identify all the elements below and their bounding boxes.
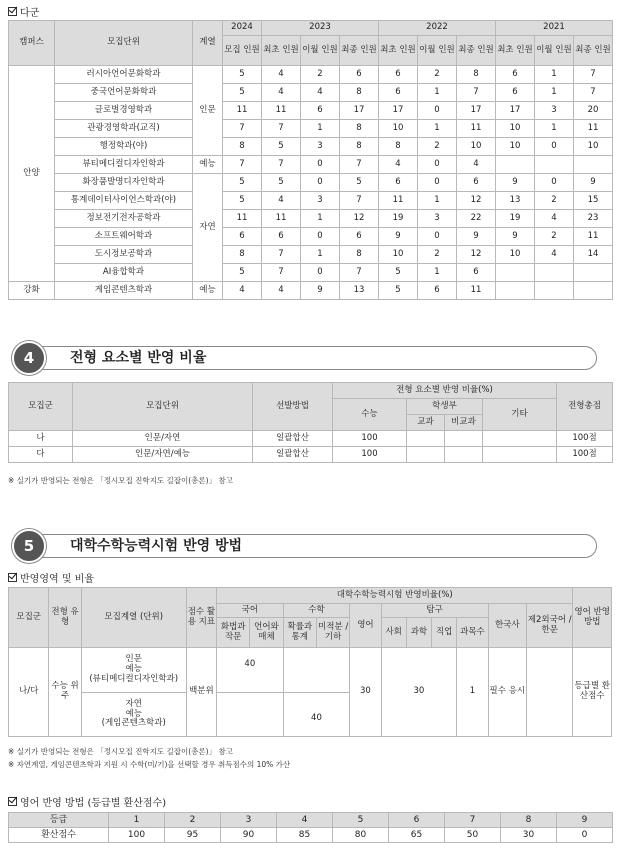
cell-value: 6	[340, 228, 379, 246]
table-row	[9, 648, 612, 693]
cell-value: 8	[223, 138, 262, 156]
h-korean: 국어	[217, 604, 284, 618]
cell-value: 7	[340, 156, 379, 174]
cell-value: 2	[418, 246, 457, 264]
cell-value	[574, 156, 613, 174]
score-cell: 65	[389, 828, 445, 843]
h-recruit: 모집 인원	[223, 36, 262, 66]
cell-value	[574, 282, 613, 300]
cell-unit: 글로벌경영학과	[55, 102, 193, 120]
h-carry: 이월 인원	[535, 36, 574, 66]
cell-value	[535, 264, 574, 282]
section-4-header	[8, 340, 608, 372]
section-number-badge: 4	[12, 341, 46, 375]
cell-value: 6	[262, 228, 301, 246]
cell-value: 12	[457, 192, 496, 210]
cell-unit: 도시정보공학과	[55, 246, 193, 264]
cell-value: 5	[262, 174, 301, 192]
cell-value: 0	[535, 138, 574, 156]
cell-value: 6	[301, 102, 340, 120]
cell-value: 0	[301, 228, 340, 246]
cell-eng-method: 등급별 환산점수	[573, 648, 612, 737]
cell-value: 14	[574, 246, 613, 264]
h-group: 모집군	[9, 383, 73, 431]
cell-value: 3	[535, 102, 574, 120]
cell-value: 1	[535, 66, 574, 84]
cell-value	[496, 156, 535, 174]
cell-value: 7	[574, 84, 613, 102]
cell-type: 수능 위주	[49, 648, 81, 737]
cell-value: 1	[301, 120, 340, 138]
h-first: 최초 인원	[496, 36, 535, 66]
cell-field-b: 자연 예능 (게임콘텐츠학과)	[81, 693, 186, 737]
cell-value: 12	[457, 246, 496, 264]
section-check-dagun	[8, 4, 39, 19]
h-suneung: 수능	[333, 399, 407, 431]
h-i1: 사회	[381, 618, 406, 648]
cell-method: 일괄합산	[253, 447, 333, 463]
cell-value	[535, 156, 574, 174]
grade-cell: 6	[389, 813, 445, 828]
cell-value: 3	[301, 192, 340, 210]
cell-value	[496, 282, 535, 300]
table-row	[9, 282, 613, 300]
checkbox-icon	[8, 797, 17, 806]
h-k1: 화법과 작문	[217, 618, 250, 648]
cell-unit: 소프트웨어학과	[55, 228, 193, 246]
cell-empty	[483, 431, 557, 447]
cell-unit: 중국언어문화학과	[55, 84, 193, 102]
cell-value: 6	[379, 174, 418, 192]
cell-value: 1	[418, 264, 457, 282]
h-2021: 2021	[496, 21, 613, 36]
cell-value: 13	[340, 282, 379, 300]
cell-method: 일괄합산	[253, 431, 333, 447]
cell-value: 17	[340, 102, 379, 120]
cell-unit: 뷰티메디컬디자인학과	[55, 156, 193, 174]
cell-value: 11	[574, 120, 613, 138]
grade-cell: 1	[109, 813, 165, 828]
cell-value: 6	[379, 84, 418, 102]
section-5-header	[8, 528, 608, 560]
cell-total: 100점	[557, 447, 613, 463]
cell-value: 6	[457, 174, 496, 192]
cell-suneung: 100	[333, 431, 407, 447]
english-table	[8, 812, 613, 843]
grade-cell: 8	[501, 813, 557, 828]
cell-value: 7	[340, 264, 379, 282]
ratio-note: ※ 실기가 반영되는 전형은 「정시모집 진학지도 길잡이(총론)」 참고	[8, 476, 233, 485]
cell-group: 나/다	[9, 648, 49, 737]
cell-value: 9	[379, 228, 418, 246]
h-k2: 언어와 매체	[250, 618, 283, 648]
checkbox-icon	[8, 573, 17, 582]
suneung-note-1: ※ 실기가 반영되는 전형은 「정시모집 진학지도 길잡이(총론)」 참고	[8, 747, 233, 756]
cell-value: 8	[340, 120, 379, 138]
cell-value: 4	[457, 156, 496, 174]
cell-value: 4	[262, 192, 301, 210]
cell-value: 15	[574, 192, 613, 210]
cell-value: 6	[496, 84, 535, 102]
h-english: 영어	[350, 604, 381, 648]
cell-value: 8	[340, 246, 379, 264]
score-cell: 50	[445, 828, 501, 843]
cell-value: 4	[379, 156, 418, 174]
cell-value: 9	[457, 228, 496, 246]
table-row	[9, 174, 613, 192]
h-i3: 직업	[432, 618, 457, 648]
cell-value: 10	[496, 138, 535, 156]
cell-value: 8	[340, 138, 379, 156]
cell-value: 4	[301, 84, 340, 102]
cell-field-a: 인문 예능 (뷰티메디컬디자인학과)	[81, 648, 186, 693]
grades-row	[9, 813, 613, 828]
cell-value: 5	[379, 264, 418, 282]
cell-value: 0	[535, 174, 574, 192]
cell-value: 2	[418, 138, 457, 156]
table-row	[9, 246, 613, 264]
cell-value: 11	[262, 102, 301, 120]
cell-value	[535, 282, 574, 300]
h-method: 선발방법	[253, 383, 333, 431]
cell-field: 예능	[193, 282, 223, 300]
h-unit: 모집단위	[55, 21, 193, 66]
score-cell: 85	[277, 828, 333, 843]
checkbox-icon	[8, 7, 17, 16]
cell-value: 0	[418, 156, 457, 174]
h-noncurricular: 비교과	[445, 415, 483, 431]
cell-value: 7	[223, 156, 262, 174]
check-label: 반영영역 및 비율	[20, 574, 94, 585]
cell-suneung: 100	[333, 447, 407, 463]
cell-value: 7	[262, 246, 301, 264]
h-final: 최종 인원	[574, 36, 613, 66]
score-cell: 0	[557, 828, 613, 843]
cell-value: 4	[262, 66, 301, 84]
cell-value: 1	[418, 192, 457, 210]
cell-value: 6	[340, 66, 379, 84]
cell-unit: 정보전기전자공학과	[55, 210, 193, 228]
cell-value: 17	[496, 102, 535, 120]
score-cell: 100	[109, 828, 165, 843]
cell-value: 5	[379, 282, 418, 300]
cell-value: 3	[301, 138, 340, 156]
cell-value: 3	[418, 210, 457, 228]
cell-empty	[217, 693, 284, 737]
cell-value: 11	[457, 282, 496, 300]
score-cell: 95	[165, 828, 221, 843]
suneung-note-2: ※ 자연계열, 게임콘텐츠학과 지원 시 수학(미/기)을 선택할 경우 취득점수의 10% 가산	[8, 760, 291, 769]
table-row	[9, 84, 613, 102]
cell-group: 다	[9, 447, 73, 463]
cell-value: 4	[262, 282, 301, 300]
h-carry: 이월 인원	[418, 36, 457, 66]
cell-value: 1	[301, 210, 340, 228]
cell-value: 23	[574, 210, 613, 228]
cell-value: 2	[418, 66, 457, 84]
cell-unit: 인문/자연	[73, 431, 253, 447]
h-field: 모집계열 (단위)	[81, 588, 186, 648]
cell-value: 5	[223, 66, 262, 84]
cell-value: 9	[496, 228, 535, 246]
cell-value: 2	[535, 192, 574, 210]
cell-value: 8	[223, 246, 262, 264]
h-total: 전형총점	[557, 383, 613, 431]
cell-unit: AI융합학과	[55, 264, 193, 282]
cell-value: 10	[496, 120, 535, 138]
cell-history: 필수 응시	[488, 648, 526, 737]
h-i4: 과목수	[457, 618, 488, 648]
h-2022: 2022	[379, 21, 496, 36]
h-ratio: 대학수학능력시험 반영비율(%)	[217, 588, 573, 604]
cell-value: 0	[418, 102, 457, 120]
cell-value: 6	[457, 264, 496, 282]
table-row	[9, 447, 613, 463]
cell-value: 1	[418, 120, 457, 138]
cell-value: 11	[262, 210, 301, 228]
cell-value: 7	[262, 120, 301, 138]
h-school: 학생부	[407, 399, 483, 415]
cell-value: 5	[223, 174, 262, 192]
section-number-badge: 5	[12, 529, 46, 563]
cell-value: 19	[379, 210, 418, 228]
cell-value: 12	[340, 210, 379, 228]
cell-score: 백분위	[186, 648, 216, 737]
h-eng-score: 환산점수	[9, 828, 109, 843]
h-curricular: 교과	[407, 415, 445, 431]
table-row	[9, 228, 613, 246]
score-cell: 90	[221, 828, 277, 843]
check-label: 영어 반영 방법 (등급별 환산점수)	[20, 798, 167, 809]
cell-value: 2	[301, 66, 340, 84]
cell-unit: 인문/자연/예능	[73, 447, 253, 463]
cell-value: 1	[301, 246, 340, 264]
h-grade: 등급	[9, 813, 109, 828]
cell-value: 8	[340, 84, 379, 102]
cell-value: 5	[262, 138, 301, 156]
grade-cell: 5	[333, 813, 389, 828]
cell-unit: 러시아언어문화학과	[55, 66, 193, 84]
cell-value: 7	[457, 84, 496, 102]
cell-value: 5	[223, 192, 262, 210]
cell-value: 7	[340, 192, 379, 210]
table-row	[9, 120, 613, 138]
cell-empty	[445, 447, 483, 463]
h-field: 계열	[193, 21, 223, 66]
cell-value: 10	[574, 138, 613, 156]
cell-empty	[407, 431, 445, 447]
cell-value: 11	[379, 192, 418, 210]
cell-field: 예능	[193, 156, 223, 174]
cell-value: 5	[340, 174, 379, 192]
cell-value: 4	[535, 210, 574, 228]
cell-value: 9	[301, 282, 340, 300]
cell-value: 9	[496, 174, 535, 192]
table-row	[9, 138, 613, 156]
h-final: 최종 인원	[340, 36, 379, 66]
cell-value: 7	[223, 120, 262, 138]
cell-value: 10	[379, 246, 418, 264]
cell-value: 6	[379, 66, 418, 84]
h-m2: 미적분 /기하	[316, 618, 349, 648]
h-first: 최초 인원	[262, 36, 301, 66]
cell-value: 0	[301, 156, 340, 174]
cell-value: 2	[535, 228, 574, 246]
cell-value: 7	[262, 156, 301, 174]
cell-math: 40	[283, 693, 350, 737]
cell-unit: 화장품발명디자인학과	[55, 174, 193, 192]
h-2024: 2024	[223, 21, 262, 36]
cell-value	[574, 264, 613, 282]
h-m1: 확률과 통계	[283, 618, 316, 648]
cell-value: 7	[574, 66, 613, 84]
cell-empty	[483, 447, 557, 463]
h-unit: 모집단위	[73, 383, 253, 431]
h-campus: 캠퍼스	[9, 21, 55, 66]
grade-cell: 7	[445, 813, 501, 828]
cell-value: 11	[457, 120, 496, 138]
cell-value: 5	[223, 84, 262, 102]
section-check-reflect	[8, 570, 94, 585]
table-row	[9, 192, 613, 210]
cell-value: 6	[496, 66, 535, 84]
cell-value: 13	[496, 192, 535, 210]
section-title: 대학수학능력시험 반영 방법	[70, 538, 243, 554]
cell-campus: 강화	[9, 282, 55, 300]
table-row	[9, 156, 613, 174]
cell-second	[526, 648, 573, 737]
h-second: 제2외국어 /한문	[526, 604, 573, 648]
cell-empty	[445, 431, 483, 447]
score-cell: 80	[333, 828, 389, 843]
table-row	[9, 66, 613, 84]
cell-value	[496, 264, 535, 282]
cell-field: 인문	[193, 66, 223, 156]
score-cell: 30	[501, 828, 557, 843]
cell-value: 8	[457, 66, 496, 84]
cell-campus: 안양	[9, 66, 55, 282]
cell-subjects: 1	[457, 648, 488, 737]
cell-value: 7	[262, 264, 301, 282]
cell-value: 4	[535, 246, 574, 264]
cell-unit: 관광경영학과(교직)	[55, 120, 193, 138]
h-final: 최종 인원	[457, 36, 496, 66]
cell-value: 0	[301, 174, 340, 192]
cell-korean: 40	[217, 648, 284, 693]
cell-field: 자연	[193, 174, 223, 282]
cell-value: 10	[379, 120, 418, 138]
cell-group: 나	[9, 431, 73, 447]
cell-value: 6	[223, 228, 262, 246]
cell-value: 10	[457, 138, 496, 156]
section-check-english	[8, 794, 166, 809]
cell-value: 10	[496, 246, 535, 264]
h-math: 수학	[283, 604, 350, 618]
grade-cell: 2	[165, 813, 221, 828]
check-label: 다군	[20, 8, 40, 19]
h-other: 기타	[483, 399, 557, 431]
grade-cell: 3	[221, 813, 277, 828]
cell-empty	[283, 648, 350, 693]
cell-value: 4	[223, 282, 262, 300]
cell-value: 5	[223, 264, 262, 282]
table-row	[9, 264, 613, 282]
h-first: 최초 인원	[379, 36, 418, 66]
h-eng-method: 영어 반영 방법	[573, 588, 612, 648]
cell-value: 0	[418, 174, 457, 192]
cell-value: 1	[535, 120, 574, 138]
table-row	[9, 210, 613, 228]
cell-value: 1	[535, 84, 574, 102]
cell-value: 1	[418, 84, 457, 102]
cell-value: 17	[379, 102, 418, 120]
grade-cell: 9	[557, 813, 613, 828]
cell-value: 4	[262, 84, 301, 102]
h-type: 전형 유형	[49, 588, 81, 648]
cell-unit: 행정학과(야)	[55, 138, 193, 156]
cell-value: 11	[223, 102, 262, 120]
cell-value: 0	[301, 264, 340, 282]
ratio-table	[8, 382, 613, 463]
h-inquiry: 탐구	[381, 604, 488, 618]
cell-value: 20	[574, 102, 613, 120]
h-history: 한국사	[488, 604, 526, 648]
cell-value: 19	[496, 210, 535, 228]
cell-value: 22	[457, 210, 496, 228]
h-group: 모집군	[9, 588, 49, 648]
h-ratio: 전형 요소별 반영 비율(%)	[333, 383, 557, 399]
h-score: 점수 활용 지표	[186, 588, 216, 648]
h-i2: 과학	[406, 618, 431, 648]
cell-empty	[407, 447, 445, 463]
cell-inquiry: 30	[381, 648, 457, 737]
admissions-table	[8, 20, 613, 300]
cell-value: 11	[223, 210, 262, 228]
suneung-table	[8, 587, 612, 737]
section-title: 전형 요소별 반영 비율	[70, 350, 207, 366]
cell-unit: 게임콘텐츠학과	[55, 282, 193, 300]
cell-value: 9	[574, 174, 613, 192]
h-2023: 2023	[262, 21, 379, 36]
cell-value: 11	[574, 228, 613, 246]
cell-value: 8	[379, 138, 418, 156]
cell-value: 6	[418, 282, 457, 300]
table-row	[9, 431, 613, 447]
grade-cell: 4	[277, 813, 333, 828]
cell-unit: 통계데이터사이언스학과(야)	[55, 192, 193, 210]
table-row	[9, 102, 613, 120]
cell-value: 17	[457, 102, 496, 120]
cell-english: 30	[350, 648, 381, 737]
cell-value: 0	[418, 228, 457, 246]
h-carry: 이월 인원	[301, 36, 340, 66]
cell-total: 100점	[557, 431, 613, 447]
scores-row	[9, 828, 613, 843]
